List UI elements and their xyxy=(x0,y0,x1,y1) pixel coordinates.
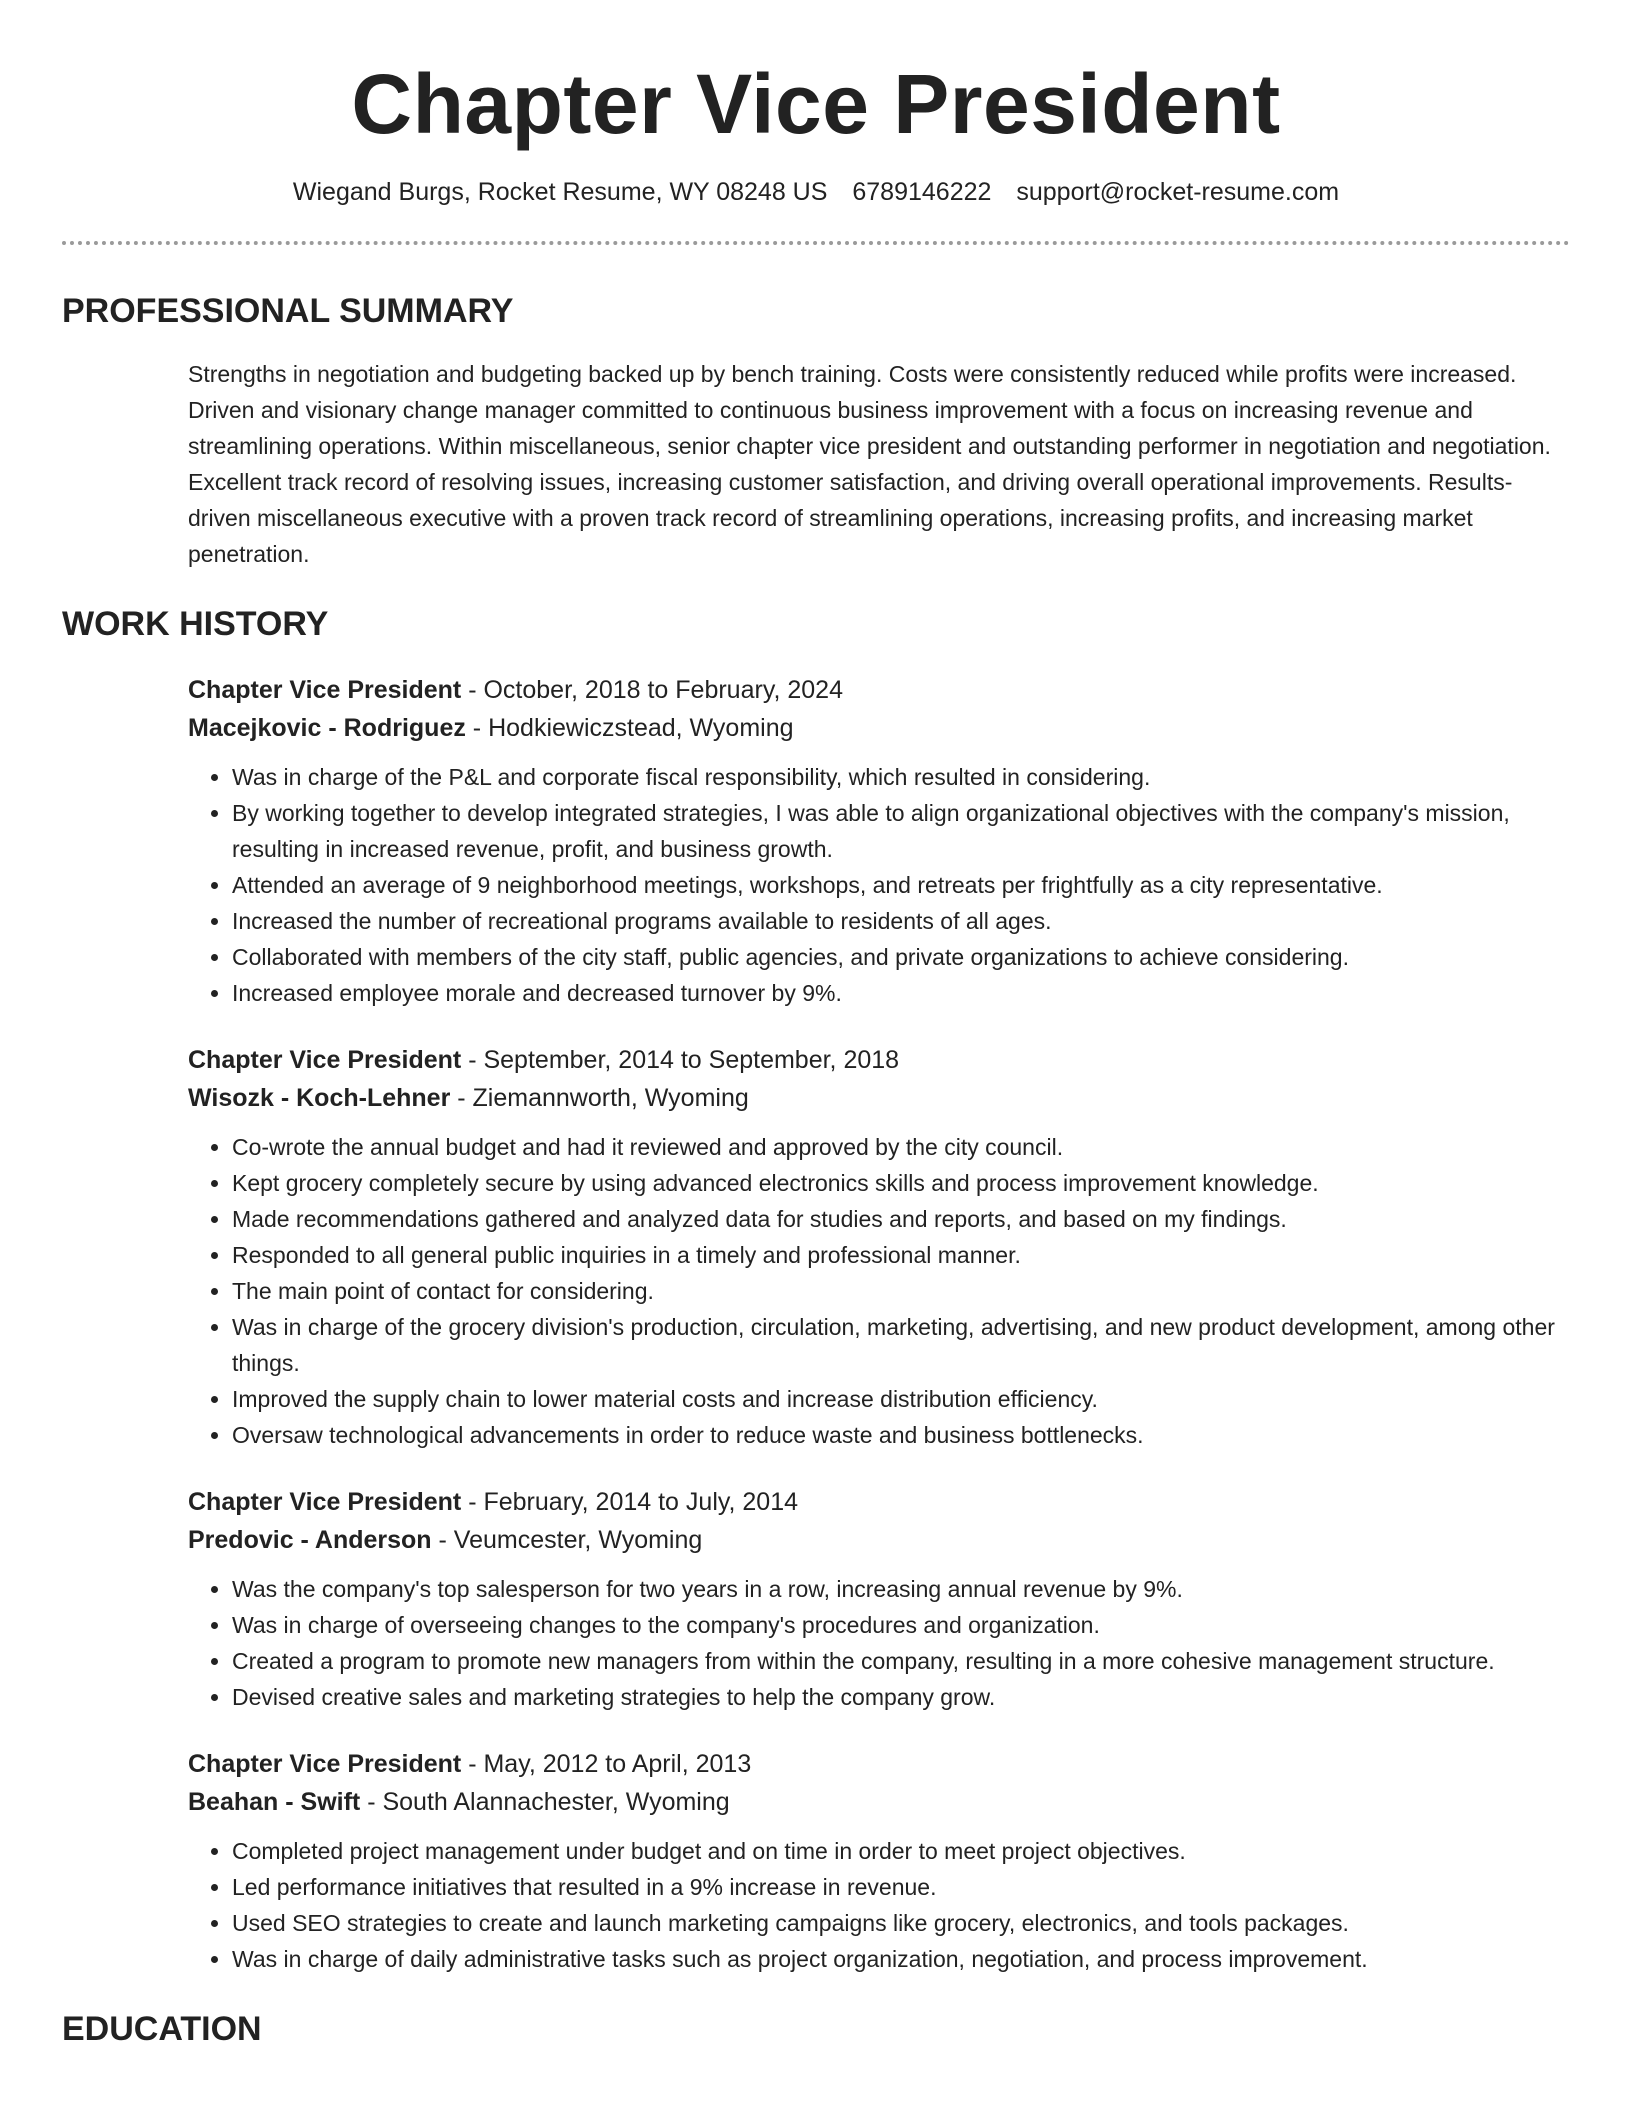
list-item: • Increased the number of recreational programs available to residents of all ages. xyxy=(232,903,1570,939)
job-dates: - February, 2014 to July, 2014 xyxy=(461,1487,799,1516)
job-company: Macejkovic - Rodriguez xyxy=(188,713,466,742)
job-dates: - October, 2018 to February, 2024 xyxy=(461,675,843,704)
list-item: • The main point of contact for considering. xyxy=(232,1273,1570,1309)
work-history-heading: WORK HISTORY xyxy=(62,604,329,643)
job-title: Chapter Vice President xyxy=(188,1749,462,1778)
resume-name: Chapter Vice President xyxy=(351,57,1281,151)
job-location: - Veumcester, Wyoming xyxy=(431,1525,703,1554)
education-heading: EDUCATION xyxy=(62,2009,262,2048)
job-title-line xyxy=(188,1745,1570,1783)
list-item: • Was in charge of the grocery division's production, circulation, marketing, advertising, and new product development, among other things. xyxy=(232,1309,1570,1381)
job-title-line xyxy=(188,1483,1570,1521)
job-company-line xyxy=(188,1079,1570,1117)
job-company: Beahan - Swift xyxy=(188,1787,361,1816)
contact-email: support@rocket-resume.com xyxy=(1016,178,1340,206)
job-dates: - September, 2014 to September, 2018 xyxy=(461,1045,900,1074)
list-item: • Was in charge of overseeing changes to the company's procedures and organization. xyxy=(232,1607,1570,1643)
list-item: • By working together to develop integrated strategies, I was able to align organizational objectives with the company's mission, resulting in increased revenue, profit, and business growth. xyxy=(232,795,1570,867)
job-location: - Hodkiewiczstead, Wyoming xyxy=(465,713,794,742)
list-item: • Completed project management under budget and on time in order to meet project objectives. xyxy=(232,1833,1570,1869)
job-entry xyxy=(188,671,1570,1011)
list-item: • Created a program to promote new managers from within the company, resulting in a more cohesive management structure. xyxy=(232,1643,1570,1679)
list-item: • Was in charge of daily administrative tasks such as project organization, negotiation, and process improvement. xyxy=(232,1941,1570,1977)
job-company-line xyxy=(188,709,1570,747)
list-item: • Collaborated with members of the city staff, public agencies, and private organizations to achieve considering. xyxy=(232,939,1570,975)
job-company: Predovic - Anderson xyxy=(188,1525,432,1554)
job-entry xyxy=(188,1745,1570,1977)
job-bullets xyxy=(188,1833,1570,1977)
job-dates: - May, 2012 to April, 2013 xyxy=(461,1749,752,1778)
job-entry xyxy=(188,1483,1570,1715)
header-divider xyxy=(62,241,1570,245)
job-title: Chapter Vice President xyxy=(188,675,462,704)
list-item: • Was in charge of the P&L and corporate fiscal responsibility, which resulted in considering. xyxy=(232,759,1570,795)
job-bullets xyxy=(188,1571,1570,1715)
summary-heading: PROFESSIONAL SUMMARY xyxy=(62,292,514,330)
job-entry xyxy=(188,1041,1570,1453)
list-item: • Led performance initiatives that resulted in a 9% increase in revenue. xyxy=(232,1869,1570,1905)
list-item: • Was the company's top salesperson for two years in a row, increasing annual revenue by 9%. xyxy=(232,1571,1570,1607)
list-item: • Kept grocery completely secure by using advanced electronics skills and process improvement knowledge. xyxy=(232,1165,1570,1201)
work-history-list xyxy=(62,671,1570,1977)
job-company: Wisozk - Koch-Lehner xyxy=(188,1083,451,1112)
list-item: • Made recommendations gathered and analyzed data for studies and reports, and based on my findings. xyxy=(232,1201,1570,1237)
list-item: • Responded to all general public inquiries in a timely and professional manner. xyxy=(232,1237,1570,1273)
job-location: - South Alannachester, Wyoming xyxy=(360,1787,730,1816)
list-item: • Devised creative sales and marketing strategies to help the company grow. xyxy=(232,1679,1570,1715)
contact-address: Wiegand Burgs, Rocket Resume, WY 08248 US xyxy=(292,178,828,206)
job-title-line xyxy=(188,1041,1570,1079)
job-company-line xyxy=(188,1783,1570,1821)
job-title: Chapter Vice President xyxy=(188,1045,462,1074)
list-item: • Increased employee morale and decreased turnover by 9%. xyxy=(232,975,1570,1011)
job-bullets xyxy=(188,1129,1570,1453)
job-location: - Ziemannworth, Wyoming xyxy=(450,1083,749,1112)
list-item: • Improved the supply chain to lower material costs and increase distribution efficiency. xyxy=(232,1381,1570,1417)
job-title: Chapter Vice President xyxy=(188,1487,462,1516)
list-item: • Used SEO strategies to create and launch marketing campaigns like grocery, electronics, and tools packages. xyxy=(232,1905,1570,1941)
list-item: • Attended an average of 9 neighborhood meetings, workshops, and retreats per frightfully as a city representative. xyxy=(232,867,1570,903)
contact-line xyxy=(62,178,1570,207)
job-company-line xyxy=(188,1521,1570,1559)
summary-text: Strengths in negotiation and budgeting backed up by bench training. Costs were consistently reduced while profits were increased. Driven and visionary change manager committed to continuous business improvement with a focus on increasing revenue and streamlining operations. Within miscellaneous, senior chapter vice president and outstanding performer in negotiation and negotiation. Excellent track record of resolving issues, increasing customer satisfaction, and driving overall operational improvements. Results-driven miscellaneous executive with a proven track record of streamlining operations, increasing profits, and increasing market penetration. xyxy=(188,360,1551,567)
list-item: • Oversaw technological advancements in order to reduce waste and business bottlenecks. xyxy=(232,1417,1570,1453)
contact-phone: 6789146222 xyxy=(852,178,992,206)
job-title-line xyxy=(188,671,1570,709)
job-bullets xyxy=(188,759,1570,1011)
list-item: • Co-wrote the annual budget and had it reviewed and approved by the city council. xyxy=(232,1129,1570,1165)
